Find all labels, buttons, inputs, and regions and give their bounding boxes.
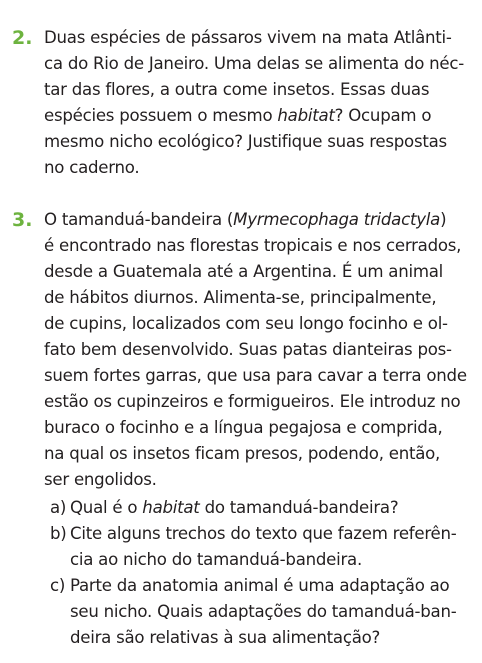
scientific-name: Myrmecophaga tridactyla [233, 210, 441, 229]
question-text-line: no caderno. [44, 158, 140, 177]
question-text-line: tar das flores, a outra come insetos. Essas duas [44, 80, 430, 99]
question-text-line: Duas espécies de pássaros vivem na mata Atlânti- [44, 28, 452, 47]
italic-term: habitat [142, 498, 200, 517]
item-text-line: cia ao nicho do tamanduá-bandeira. [70, 550, 362, 569]
question-number: 3. [12, 209, 33, 231]
question-text-line: mesmo nicho ecológico? Justifique suas respostas [44, 132, 447, 151]
item-label: a) [50, 498, 67, 517]
question-text-line: ser engolidos. [44, 470, 157, 489]
question-text-line: é encontrado nas florestas tropicais e nos cerrados, [44, 236, 462, 255]
item-text-line: Cite alguns trechos do texto que fazem referên- [70, 524, 457, 543]
question-text-line: O tamanduá-bandeira (Myrmecophaga tridactyla) [44, 210, 447, 229]
question-text-line: espécies possuem o mesmo habitat? Ocupam o [44, 106, 432, 125]
question-text-line: suem fortes garras, que usa para cavar a terra onde [44, 366, 467, 385]
question-text-line: na qual os insetos ficam presos, podendo, então, [44, 444, 441, 463]
question-text-line: de cupins, localizados com seu longo focinho e ol- [44, 314, 448, 333]
question-text-line: de hábitos diurnos. Alimenta-se, principalmente, [44, 288, 437, 307]
question-text-line: fato bem desenvolvido. Suas patas dianteiras pos- [44, 340, 452, 359]
question-text-line: ca do Rio de Janeiro. Uma delas se alimenta do néc- [44, 54, 464, 73]
italic-term: habitat [277, 106, 335, 125]
item-label: b) [50, 524, 67, 543]
item-text-line: deira são relativas à sua alimentação? [70, 628, 381, 647]
item-text-line: seu nicho. Quais adaptações do tamanduá-ban- [70, 602, 457, 621]
question-text-line: buraco o focinho e a língua pegajosa e comprida, [44, 418, 443, 437]
item-text-line: Parte da anatomia animal é uma adaptação ao [70, 576, 450, 595]
question-number: 2. [12, 27, 33, 49]
question-text-line: estão os cupinzeiros e formigueiros. Ele introduz no [44, 392, 461, 411]
question-text-line: desde a Guatemala até a Argentina. É um animal [44, 262, 444, 281]
item-label: c) [50, 576, 66, 595]
item-text-line: Qual é o habitat do tamanduá-bandeira? [70, 498, 399, 517]
